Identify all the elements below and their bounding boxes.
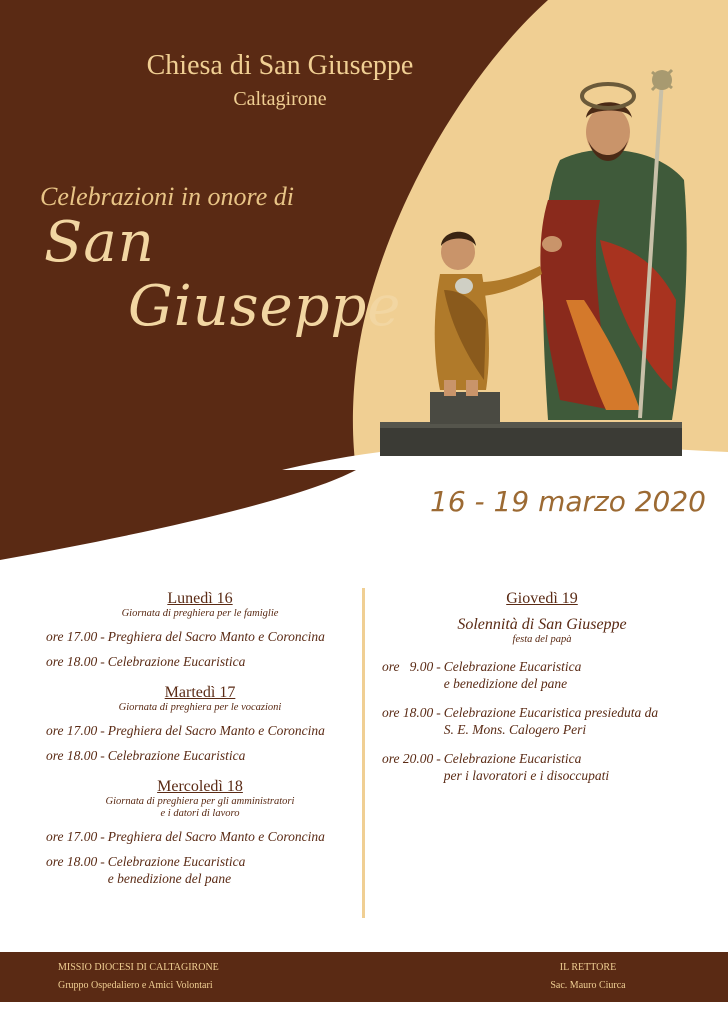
event-description: Preghiera del Sacro Manto e Coroncina bbox=[107, 723, 325, 738]
event-description: Celebrazione Eucaristica bbox=[107, 654, 246, 669]
day-title: Mercoledì 18 bbox=[157, 778, 243, 795]
schedule-right-column bbox=[382, 582, 702, 784]
event-time: ore 17.00 bbox=[46, 723, 98, 738]
event-description: Celebrazione Eucaristica bbox=[443, 659, 582, 674]
day-title: Martedì 17 bbox=[164, 684, 236, 701]
city-name: Caltagirone bbox=[233, 88, 327, 110]
event-dates: 16 - 19 marzo 2020 bbox=[430, 485, 706, 518]
event-row: ore 17.00 - Preghiera del Sacro Manto e Coroncina bbox=[46, 829, 325, 844]
event-row: ore 18.00 - Celebrazione Eucaristica bbox=[46, 654, 246, 669]
day-note: Giornata di preghiera per le vocazioni bbox=[118, 702, 282, 713]
event-description: Celebrazione Eucaristica presieduta da bbox=[443, 705, 659, 720]
event-description: Celebrazione Eucaristica bbox=[107, 854, 246, 869]
solemnity-title: Solennità di San Giuseppe bbox=[457, 616, 627, 633]
church-name: Chiesa di San Giuseppe bbox=[146, 50, 414, 81]
footer-organizer: MISSIO DIOCESI DI CALTAGIRONE bbox=[58, 962, 219, 973]
day-block-tuesday bbox=[46, 684, 354, 764]
day-title: Lunedì 16 bbox=[167, 590, 233, 607]
event-time: ore 18.00 bbox=[46, 654, 98, 669]
event-time: ore 18.00 bbox=[46, 854, 98, 869]
day-block-monday bbox=[46, 590, 354, 670]
event-description: Celebrazione Eucaristica bbox=[107, 748, 246, 763]
saint-name-line2: Giuseppe bbox=[128, 274, 402, 339]
event-row: ore 18.00 - Celebrazione Eucaristica presieduta da S. E. Mons. Calogero Peri bbox=[382, 705, 659, 737]
event-time: ore 17.00 bbox=[46, 629, 98, 644]
event-row: ore 18.00 - Celebrazione Eucaristica e benedizione del pane bbox=[46, 854, 246, 886]
event-description: Preghiera del Sacro Manto e Coroncina bbox=[107, 829, 325, 844]
event-description: e benedizione del pane bbox=[107, 871, 232, 886]
event-row: ore 9.00 - Celebrazione Eucaristica e benedizione del pane bbox=[382, 659, 582, 691]
schedule-left-column bbox=[46, 582, 354, 887]
day-note: Giornata di preghiera per gli amministratori bbox=[105, 796, 295, 807]
saint-name-line1: San bbox=[44, 210, 155, 275]
event-row: ore 17.00 - Preghiera del Sacro Manto e Coroncina bbox=[46, 629, 325, 644]
event-description: Celebrazione Eucaristica bbox=[443, 751, 582, 766]
day-note: festa del papà bbox=[512, 634, 572, 645]
event-time: ore 17.00 bbox=[46, 829, 98, 844]
event-time: ore 18.00 bbox=[382, 705, 434, 720]
footer-bar bbox=[0, 952, 728, 1002]
event-row: ore 18.00 - Celebrazione Eucaristica bbox=[46, 748, 246, 763]
day-block-wednesday bbox=[46, 778, 354, 887]
event-row: ore 20.00 - Celebrazione Eucaristica per i lavoratori e i disoccupati bbox=[382, 751, 610, 783]
event-description: S. E. Mons. Calogero Peri bbox=[443, 722, 587, 737]
event-time: ore 20.00 bbox=[382, 751, 434, 766]
footer-rector-title: IL RETTORE bbox=[559, 962, 617, 973]
footer-group: Gruppo Ospedaliero e Amici Volontari bbox=[58, 980, 213, 991]
column-divider bbox=[362, 588, 365, 918]
day-note: e i datori di lavoro bbox=[160, 808, 240, 819]
day-note: Giornata di preghiera per le famiglie bbox=[121, 608, 279, 619]
intro-text: Celebrazioni in onore di bbox=[40, 182, 294, 211]
event-description: Preghiera del Sacro Manto e Coroncina bbox=[107, 629, 325, 644]
event-description: per i lavoratori e i disoccupati bbox=[443, 768, 610, 783]
day-title: Giovedì 19 bbox=[506, 590, 578, 607]
event-time: ore 18.00 bbox=[46, 748, 98, 763]
event-row: ore 17.00 - Preghiera del Sacro Manto e Coroncina bbox=[46, 723, 325, 738]
footer-rector-name: Sac. Mauro Ciurca bbox=[550, 980, 626, 991]
event-description: e benedizione del pane bbox=[443, 676, 568, 691]
event-time: ore 9.00 bbox=[382, 659, 434, 674]
